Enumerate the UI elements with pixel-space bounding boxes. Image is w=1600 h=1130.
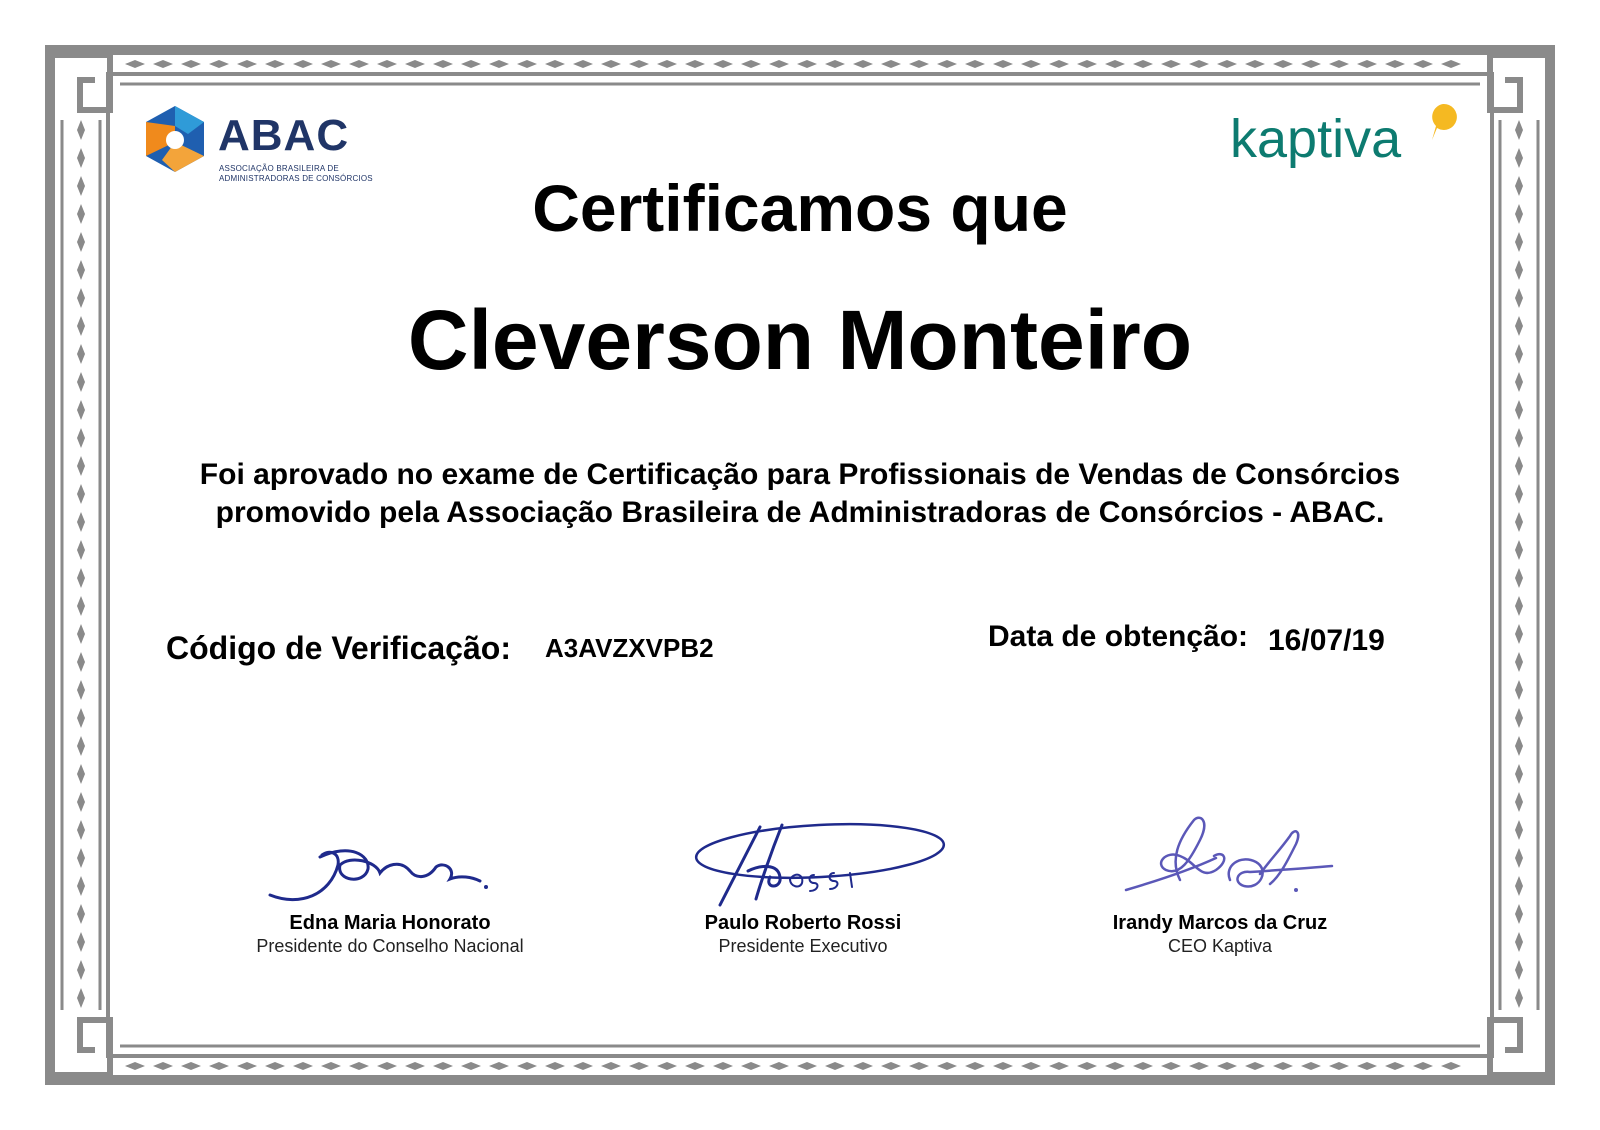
border-diamond <box>77 484 85 504</box>
border-diamond <box>77 820 85 840</box>
border-diamond <box>853 1062 873 1070</box>
border-diamond <box>153 1062 173 1070</box>
border-diamond <box>1515 400 1523 420</box>
border-diamond <box>657 1062 677 1070</box>
border-diamond <box>1301 60 1321 68</box>
signer-role-1: Presidente do Conselho Nacional <box>256 936 524 956</box>
border-diamond <box>489 60 509 68</box>
border-diamond <box>1357 1062 1377 1070</box>
border-diamond <box>1515 260 1523 280</box>
border-diamond <box>125 1062 145 1070</box>
verification-code-value: A3AVZXVPB2 <box>545 633 714 663</box>
border-diamond <box>181 60 201 68</box>
border-diamond <box>1273 60 1293 68</box>
border-diamond <box>77 596 85 616</box>
border-diamond <box>1515 736 1523 756</box>
certificate-heading: Certificamos que <box>532 171 1068 245</box>
border-diamond <box>1515 792 1523 812</box>
abac-subtitle-line1: ASSOCIAÇÃO BRASILEIRA DE <box>219 164 339 173</box>
border-diamond <box>377 1062 397 1070</box>
border-diamond <box>77 988 85 1008</box>
border-diamond <box>1301 1062 1321 1070</box>
border-diamond <box>1385 1062 1405 1070</box>
border-diamond <box>461 60 481 68</box>
border-diamond <box>77 344 85 364</box>
border-diamond <box>797 1062 817 1070</box>
border-diamond <box>1515 960 1523 980</box>
border-diamond <box>125 60 145 68</box>
border-diamond <box>1217 60 1237 68</box>
border-diamond <box>1077 1062 1097 1070</box>
border-diamond <box>77 680 85 700</box>
border-diamond <box>909 1062 929 1070</box>
border-diamond <box>1515 988 1523 1008</box>
border-diamond <box>1515 652 1523 672</box>
border-diamond <box>1515 876 1523 896</box>
border-diamond <box>405 60 425 68</box>
border-diamond <box>349 60 369 68</box>
border-diamond <box>1515 540 1523 560</box>
certificate-body-line2: promovido pela Associação Brasileira de Administradoras de Consórcios - ABAC. <box>215 496 1385 529</box>
border-diamond <box>293 60 313 68</box>
border-diamond <box>265 60 285 68</box>
border-diamond <box>1441 60 1461 68</box>
border-diamond <box>1515 932 1523 952</box>
border-diamond <box>1515 232 1523 252</box>
border-diamond <box>657 60 677 68</box>
border-diamond <box>77 120 85 140</box>
border-diamond <box>77 792 85 812</box>
border-diamond <box>1245 60 1265 68</box>
border-diamond <box>1515 428 1523 448</box>
border-diamond <box>1515 596 1523 616</box>
border-diamond <box>237 60 257 68</box>
border-diamond <box>1515 764 1523 784</box>
border-diamond <box>461 1062 481 1070</box>
border-diamond <box>1245 1062 1265 1070</box>
border-diamond <box>1515 512 1523 532</box>
recipient-name: Cleverson Monteiro <box>407 293 1193 387</box>
border-diamond <box>1441 1062 1461 1070</box>
border-diamond <box>77 204 85 224</box>
border-diamond <box>77 764 85 784</box>
border-diamond <box>77 456 85 476</box>
border-diamond <box>1077 60 1097 68</box>
border-diamond <box>77 288 85 308</box>
signer-name-1: Edna Maria Honorato <box>289 912 491 934</box>
border-diamond <box>825 1062 845 1070</box>
border-diamond <box>77 176 85 196</box>
border-diamond <box>1515 456 1523 476</box>
border-diamond <box>545 1062 565 1070</box>
border-diamond <box>237 1062 257 1070</box>
border-diamond <box>77 932 85 952</box>
border-diamond <box>1385 60 1405 68</box>
border-diamond <box>853 60 873 68</box>
border-diamond <box>77 708 85 728</box>
border-diamond <box>77 624 85 644</box>
signer-role-3: CEO Kaptiva <box>1167 936 1273 956</box>
border-diamond <box>1515 680 1523 700</box>
border-diamond <box>993 1062 1013 1070</box>
border-diamond <box>405 1062 425 1070</box>
border-diamond <box>293 1062 313 1070</box>
border-diamond <box>797 60 817 68</box>
border-diamond <box>1515 484 1523 504</box>
border-diamond <box>1515 848 1523 868</box>
border-diamond <box>825 60 845 68</box>
border-diamond <box>77 428 85 448</box>
border-diamond <box>769 60 789 68</box>
date-value: 16/07/19 <box>1268 624 1385 657</box>
border-diamond <box>265 1062 285 1070</box>
border-diamond <box>1049 60 1069 68</box>
border-diamond <box>153 60 173 68</box>
border-diamond <box>321 1062 341 1070</box>
border-diamond <box>965 60 985 68</box>
border-diamond <box>77 540 85 560</box>
border-diamond <box>1189 60 1209 68</box>
border-diamond <box>181 1062 201 1070</box>
border-diamond <box>937 1062 957 1070</box>
border-diamond <box>77 568 85 588</box>
border-diamond <box>77 260 85 280</box>
border-diamond <box>433 1062 453 1070</box>
border-diamond <box>685 1062 705 1070</box>
signature-irandy-cruz <box>1120 810 1340 910</box>
border-diamond <box>601 60 621 68</box>
border-diamond <box>77 904 85 924</box>
border-diamond <box>1515 176 1523 196</box>
border-diamond <box>77 372 85 392</box>
border-diamond <box>1273 1062 1293 1070</box>
border-diamond <box>741 60 761 68</box>
signature-edna-honorato <box>260 835 500 915</box>
border-diamond <box>209 1062 229 1070</box>
verification-code-label: Código de Verificação: <box>166 630 511 666</box>
border-diamond <box>1515 372 1523 392</box>
border-diamond <box>1105 1062 1125 1070</box>
border-diamond <box>1515 568 1523 588</box>
border-diamond <box>1515 624 1523 644</box>
border-diamond <box>517 60 537 68</box>
border-diamond <box>1049 1062 1069 1070</box>
border-diamond <box>601 1062 621 1070</box>
border-diamond <box>713 60 733 68</box>
border-diamond <box>349 1062 369 1070</box>
border-diamond <box>1515 288 1523 308</box>
border-diamond <box>1413 1062 1433 1070</box>
border-diamond <box>1161 1062 1181 1070</box>
border-diamond <box>1021 1062 1041 1070</box>
border-diamond <box>77 876 85 896</box>
border-diamond <box>573 60 593 68</box>
border-diamond <box>1515 148 1523 168</box>
border-diamond <box>573 1062 593 1070</box>
signer-name-2: Paulo Roberto Rossi <box>704 912 902 934</box>
border-diamond <box>77 148 85 168</box>
border-diamond <box>1133 1062 1153 1070</box>
border-diamond <box>1217 1062 1237 1070</box>
border-diamond <box>321 60 341 68</box>
abac-emblem-icon <box>140 104 210 174</box>
border-diamond <box>629 60 649 68</box>
border-diamond <box>545 60 565 68</box>
border-diamond <box>209 60 229 68</box>
border-diamond <box>1021 60 1041 68</box>
border-diamond <box>993 60 1013 68</box>
border-diamond <box>685 60 705 68</box>
signature-paulo-rossi <box>690 815 960 915</box>
border-diamond <box>433 60 453 68</box>
border-diamond <box>1515 820 1523 840</box>
border-diamond <box>77 400 85 420</box>
border-diamond <box>517 1062 537 1070</box>
date-label: Data de obtenção: <box>988 620 1249 653</box>
kaptiva-speech-dot-icon <box>1428 102 1458 144</box>
border-diamond <box>1515 204 1523 224</box>
border-diamond <box>377 60 397 68</box>
border-diamond <box>489 1062 509 1070</box>
abac-wordmark: ABAC <box>218 111 350 160</box>
certificate-body-line1: Foi aprovado no exame de Certificação para Profissionais de Vendas de Consórcios <box>199 458 1401 491</box>
border-diamond <box>937 60 957 68</box>
border-diamond <box>77 960 85 980</box>
border-diamond <box>1189 1062 1209 1070</box>
border-diamond <box>1515 708 1523 728</box>
border-diamond <box>1515 904 1523 924</box>
signer-role-2: Presidente Executivo <box>718 936 888 956</box>
border-diamond <box>1105 60 1125 68</box>
border-diamond <box>741 1062 761 1070</box>
abac-subtitle-line2: ADMINISTRADORAS DE CONSÓRCIOS <box>219 174 373 183</box>
border-diamond <box>1133 60 1153 68</box>
border-diamond <box>1515 344 1523 364</box>
border-diamond <box>1413 60 1433 68</box>
border-diamond <box>713 1062 733 1070</box>
kaptiva-wordmark: kaptiva <box>1230 109 1402 169</box>
border-diamond <box>77 316 85 336</box>
border-diamond <box>1161 60 1181 68</box>
border-diamond <box>881 60 901 68</box>
border-diamond <box>1515 120 1523 140</box>
border-diamond <box>881 1062 901 1070</box>
border-diamond <box>77 232 85 252</box>
border-diamond <box>77 736 85 756</box>
border-diamond <box>1329 60 1349 68</box>
signer-name-3: Irandy Marcos da Cruz <box>1112 912 1328 934</box>
border-diamond <box>1515 316 1523 336</box>
border-diamond <box>77 848 85 868</box>
border-diamond <box>1329 1062 1349 1070</box>
border-diamond <box>77 652 85 672</box>
border-diamond <box>965 1062 985 1070</box>
border-diamond <box>769 1062 789 1070</box>
border-diamond <box>77 512 85 532</box>
border-diamond <box>629 1062 649 1070</box>
border-diamond <box>909 60 929 68</box>
border-diamond <box>1357 60 1377 68</box>
